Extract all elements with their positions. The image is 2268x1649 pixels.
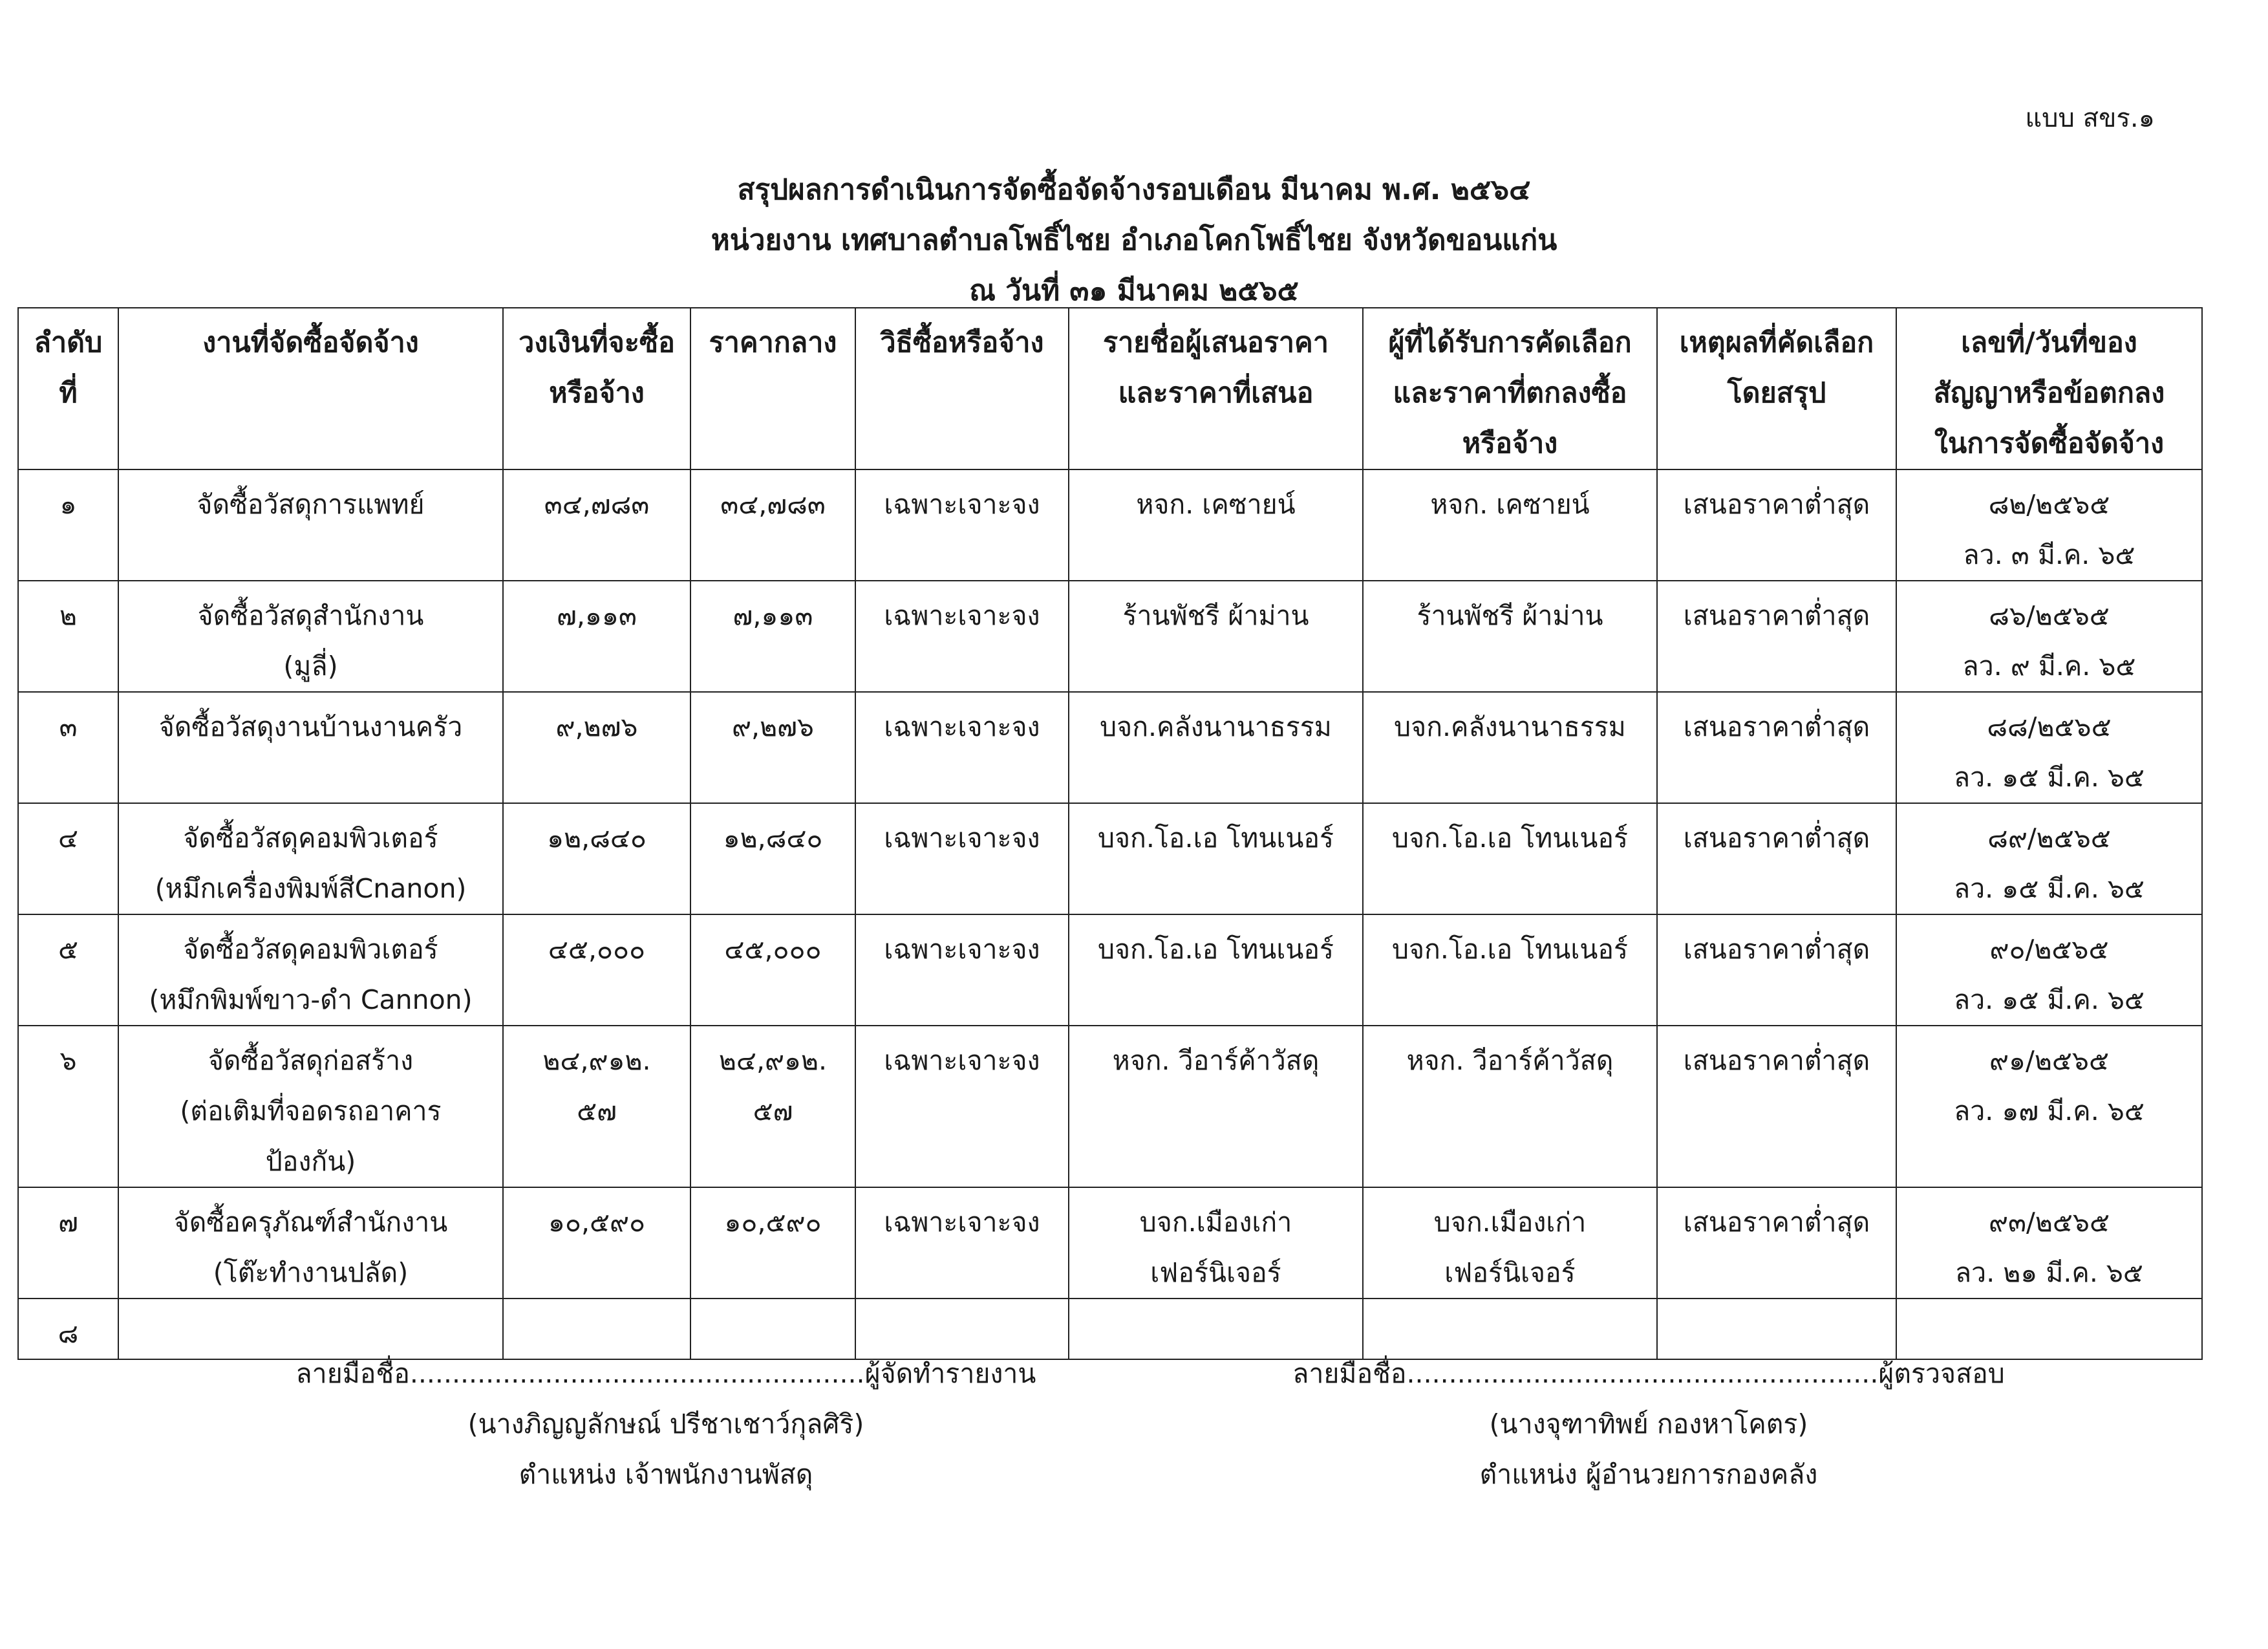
header-winner: ผู้ที่ได้รับการคัดเลือก และราคาที่ตกลงซื้อ หรือจ้าง (1363, 308, 1657, 469)
cell-median-price: ๑๐,๕๙๐ (690, 1187, 855, 1299)
cell-method: เฉพาะเจาะจง (855, 469, 1069, 581)
header-contract: เลขที่/วันที่ของ สัญญาหรือข้อตกลง ในการจัดซื้อจัดจ้าง (1896, 308, 2202, 469)
table-body (18, 469, 2202, 1359)
cell-contract: ๙๑/๒๕๖๕ ลว. ๑๗ มี.ค. ๖๕ (1896, 1026, 2202, 1187)
cell-winner: หจก. เคซายน์ (1363, 469, 1657, 581)
cell-no: ๖ (18, 1026, 118, 1187)
cell-contract: ๙๐/๒๕๖๕ ลว. ๑๕ มี.ค. ๖๕ (1896, 914, 2202, 1026)
cell-winner: บจก.โอ.เอ โทนเนอร์ (1363, 914, 1657, 1026)
cell-item: จัดซื้อวัสดุคอมพิวเตอร์ (หมึกพิมพ์ขาว-ดำ Cannon) (118, 914, 503, 1026)
cell-item: จัดซื้อวัสดุสำนักงาน (มูลี่) (118, 581, 503, 692)
cell-median-price: ๙,๒๗๖ (690, 692, 855, 803)
signature-line-inspector: ลายมือชื่อ........................................................ผู้ตรวจสอบ (1292, 1358, 2005, 1389)
preparer-name: (นางภิญญลักษณ์ ปรีชาเชาว์กุลศิริ) (467, 1408, 864, 1439)
cell-median-price: ๑๒,๘๔๐ (690, 803, 855, 914)
table-row (18, 914, 2202, 1026)
cell-budget: ๑๒,๘๔๐ (503, 803, 690, 914)
form-code: แบบ สขร.๑ (2025, 103, 2155, 133)
cell-winner: บจก.คลังนานาธรรม (1363, 692, 1657, 803)
cell-method: เฉพาะเจาะจง (855, 692, 1069, 803)
signature-line-preparer: ลายมือชื่อ......................................................ผู้จัดทำรายงาน (295, 1358, 1036, 1389)
table-header-row (18, 308, 2202, 469)
cell-budget: ๓๔,๗๘๓ (503, 469, 690, 581)
table-row (18, 1187, 2202, 1299)
cell-method: เฉพาะเจาะจง (855, 1187, 1069, 1299)
cell-median-price: ๓๔,๗๘๓ (690, 469, 855, 581)
cell-median-price: ๗,๑๑๓ (690, 581, 855, 692)
cell-contract: ๘๒/๒๕๖๕ ลว. ๓ มี.ค. ๖๕ (1896, 469, 2202, 581)
table-row (18, 469, 2202, 581)
cell-no: ๘ (18, 1299, 118, 1359)
cell-bidders: บจก.โอ.เอ โทนเนอร์ (1069, 914, 1363, 1026)
cell-reason: เสนอราคาต่ำสุด (1657, 469, 1896, 581)
cell-no: ๗ (18, 1187, 118, 1299)
cell-no: ๕ (18, 914, 118, 1026)
cell-reason: เสนอราคาต่ำสุด (1657, 1187, 1896, 1299)
header-method: วิธีซื้อหรือจ้าง (855, 308, 1069, 469)
table-row (18, 692, 2202, 803)
cell-item: จัดซื้อวัสดุงานบ้านงานครัว (118, 692, 503, 803)
cell-item: จัดซื้อวัสดุก่อสร้าง (ต่อเติมที่จอดรถอาคาร ป้องกัน) (118, 1026, 503, 1187)
cell-no: ๒ (18, 581, 118, 692)
cell-no: ๔ (18, 803, 118, 914)
cell-item: จัดซื้อครุภัณฑ์สำนักงาน (โต๊ะทำงานปลัด) (118, 1187, 503, 1299)
cell-bidders: บจก.คลังนานาธรรม (1069, 692, 1363, 803)
header-no: ลำดับ ที่ (18, 308, 118, 469)
signature-inspector (1228, 1348, 2069, 1500)
report-title: สรุปผลการดำเนินการจัดซื้อจัดจ้างรอบเดือน มีนาคม พ.ศ. ๒๕๖๔ (737, 173, 1531, 206)
cell-reason: เสนอราคาต่ำสุด (1657, 803, 1896, 914)
cell-winner: หจก. วีอาร์ค้าวัสดุ (1363, 1026, 1657, 1187)
cell-bidders: บจก.เมืองเก่า เฟอร์นิเจอร์ (1069, 1187, 1363, 1299)
procurement-table (17, 307, 2203, 1360)
cell-bidders: หจก. วีอาร์ค้าวัสดุ (1069, 1026, 1363, 1187)
cell-winner: บจก.โอ.เอ โทนเนอร์ (1363, 803, 1657, 914)
preparer-position: ตำแหน่ง เจ้าพนักงานพัสดุ (519, 1459, 813, 1490)
cell-winner: บจก.เมืองเก่า เฟอร์นิเจอร์ (1363, 1187, 1657, 1299)
cell-median-price: ๒๔,๙๑๒. ๕๗ (690, 1026, 855, 1187)
cell-no: ๑ (18, 469, 118, 581)
header-item: งานที่จัดซื้อจัดจ้าง (118, 308, 503, 469)
cell-contract: ๘๙/๒๕๖๕ ลว. ๑๕ มี.ค. ๖๕ (1896, 803, 2202, 914)
table-row (18, 803, 2202, 914)
cell-method: เฉพาะเจาะจง (855, 581, 1069, 692)
header-budget: วงเงินที่จะซื้อ หรือจ้าง (503, 308, 690, 469)
cell-no: ๓ (18, 692, 118, 803)
header-bidders: รายชื่อผู้เสนอราคา และราคาที่เสนอ (1069, 308, 1363, 469)
cell-reason: เสนอราคาต่ำสุด (1657, 692, 1896, 803)
agency-line: หน่วยงาน เทศบาลตำบลโพธิ์ไชย อำเภอโคกโพธิ์ไชย จังหวัดขอนแก่น (711, 224, 1557, 257)
cell-bidders: บจก.โอ.เอ โทนเนอร์ (1069, 803, 1363, 914)
cell-winner: ร้านพัชรี ผ้าม่าน (1363, 581, 1657, 692)
header-median-price: ราคากลาง (690, 308, 855, 469)
report-date: ณ วันที่ ๓๑ มีนาคม ๒๕๖๕ (969, 274, 1299, 307)
cell-reason: เสนอราคาต่ำสุด (1657, 914, 1896, 1026)
cell-bidders: หจก. เคซายน์ (1069, 469, 1363, 581)
cell-method: เฉพาะเจาะจง (855, 803, 1069, 914)
cell-budget: ๑๐,๕๙๐ (503, 1187, 690, 1299)
cell-budget: ๙,๒๗๖ (503, 692, 690, 803)
cell-item: จัดซื้อวัสดุคอมพิวเตอร์ (หมึกเครื่องพิมพ์สีCnanon) (118, 803, 503, 914)
signature-preparer (246, 1348, 1086, 1500)
cell-bidders: ร้านพัชรี ผ้าม่าน (1069, 581, 1363, 692)
cell-budget: ๒๔,๙๑๒. ๕๗ (503, 1026, 690, 1187)
cell-contract: ๘๖/๒๕๖๕ ลว. ๙ มี.ค. ๖๕ (1896, 581, 2202, 692)
cell-method: เฉพาะเจาะจง (855, 914, 1069, 1026)
inspector-position: ตำแหน่ง ผู้อำนวยการกองคลัง (1479, 1459, 1818, 1490)
cell-contract: ๘๘/๒๕๖๕ ลว. ๑๕ มี.ค. ๖๕ (1896, 692, 2202, 803)
cell-median-price: ๔๕,๐๐๐ (690, 914, 855, 1026)
table-row (18, 1026, 2202, 1187)
cell-contract: ๙๓/๒๕๖๕ ลว. ๒๑ มี.ค. ๖๕ (1896, 1187, 2202, 1299)
cell-method: เฉพาะเจาะจง (855, 1026, 1069, 1187)
header-reason: เหตุผลที่คัดเลือก โดยสรุป (1657, 308, 1896, 469)
cell-reason: เสนอราคาต่ำสุด (1657, 581, 1896, 692)
cell-budget: ๔๕,๐๐๐ (503, 914, 690, 1026)
table-row (18, 581, 2202, 692)
cell-item: จัดซื้อวัสดุการแพทย์ (118, 469, 503, 581)
cell-budget: ๗,๑๑๓ (503, 581, 690, 692)
report-titles (0, 165, 2268, 316)
inspector-name: (นางจุฑาทิพย์ กองหาโคตร) (1489, 1408, 1808, 1439)
cell-reason: เสนอราคาต่ำสุด (1657, 1026, 1896, 1187)
